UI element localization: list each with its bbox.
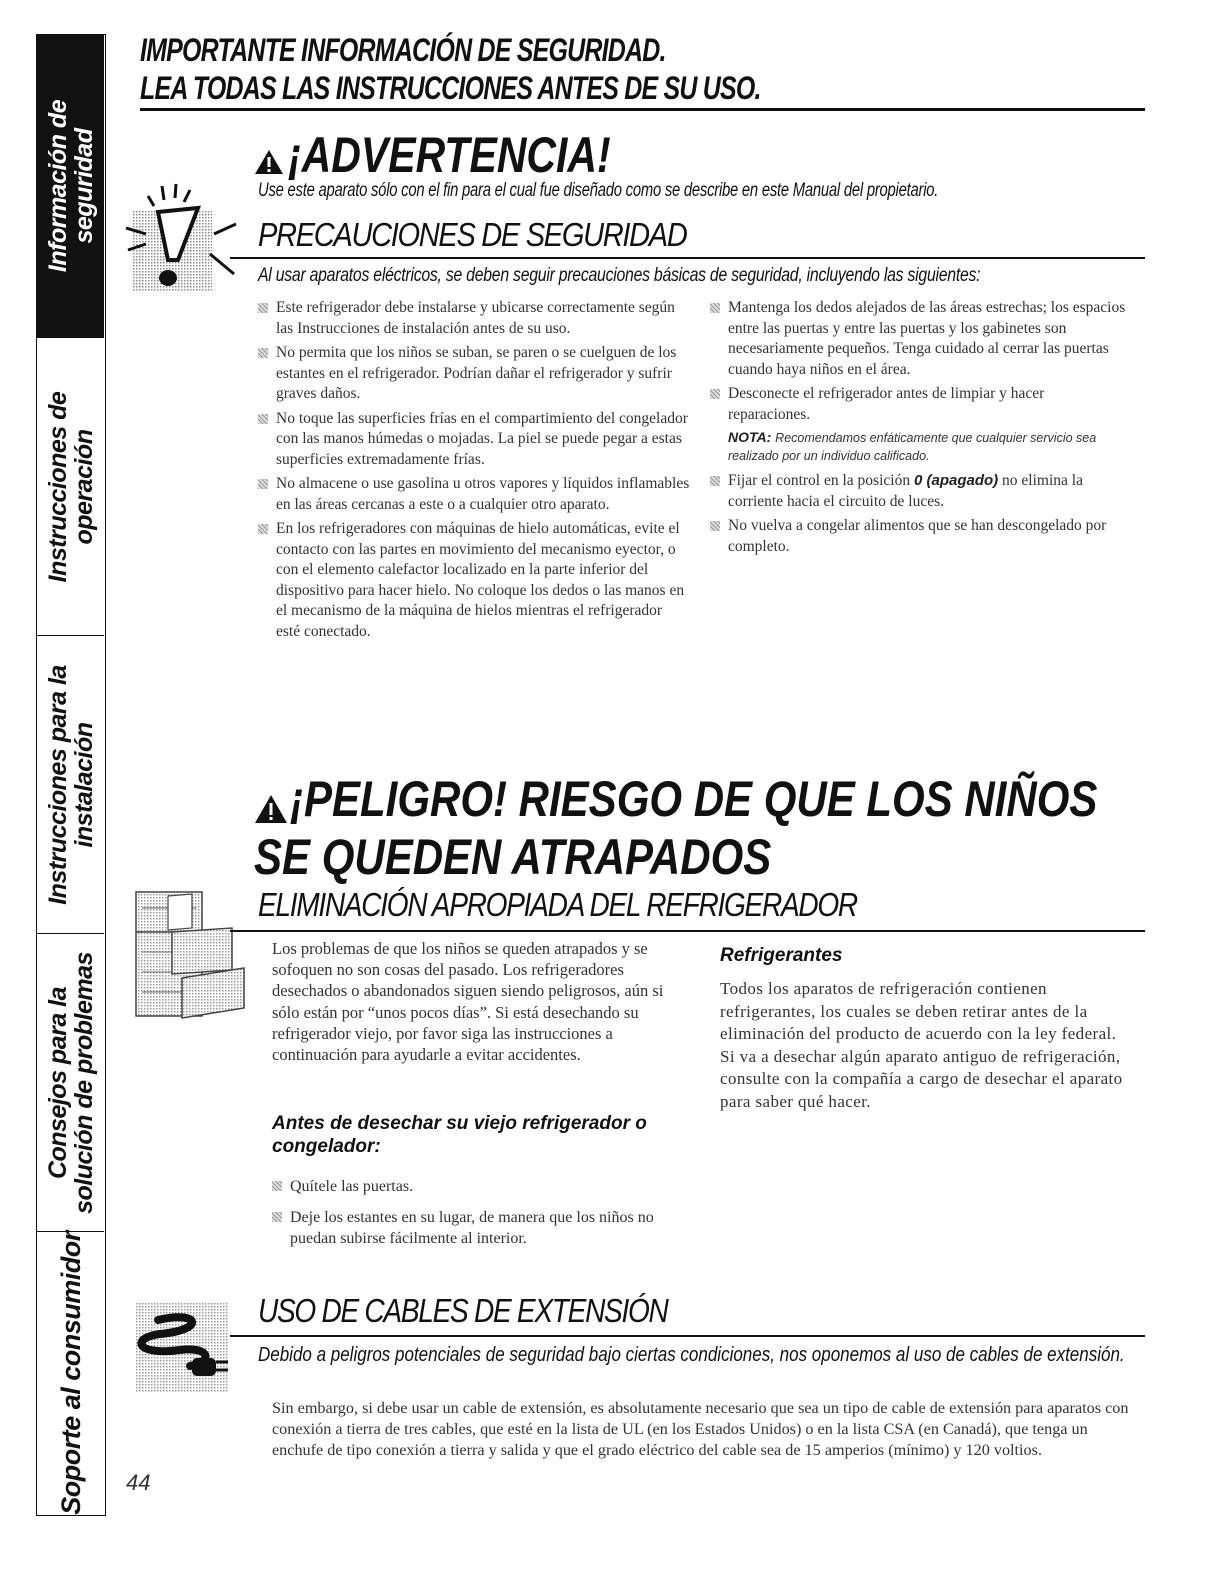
tab-label: Consejos para la solución de problemas (43, 951, 98, 1214)
precautions-title: PRECAUCIONES DE SEGURIDAD (258, 216, 687, 253)
section-sidebar (36, 34, 106, 1516)
list-item: No permita que los niños se suban, se paren o se cuelguen de los estantes en el refrigerador. Podrían dañar el refrigerador y sufrir graves daños. (258, 343, 690, 405)
page-number: 44 (126, 1470, 151, 1495)
list-item: Quítele las puertas. (272, 1176, 692, 1197)
precautions-right-column (710, 298, 1130, 561)
before-disposal-list (272, 1176, 692, 1253)
note-label: NOTA: (728, 429, 772, 445)
note (710, 429, 1130, 465)
precautions-left-column (258, 298, 690, 646)
list-item: Desconecte el refrigerador antes de limpiar y hacer reparaciones. (710, 384, 1130, 425)
list-item: Este refrigerador debe instalarse y ubicarse correctamente según las Instrucciones de instalación antes de su uso. (258, 298, 690, 339)
list-item: Deje los estantes en su lugar, de manera que los niños no puedan subirse fácilmente al interior. (272, 1207, 692, 1249)
disposal-title: ELIMINACIÓN APROPIADA DEL REFRIGERADOR (258, 886, 857, 923)
tab-consejos-problemas[interactable] (37, 934, 104, 1232)
disposal-rule (230, 930, 1145, 932)
extension-paragraph: Sin embargo, si debe usar un cable de extensión, es absolutamente necesario que sea un tipo de cable de extensión para aparatos con conexión a tierra de tres cables, que esté en la lista de UL (en los Estados Unidos) o en la lista CSA (en Canadá), que tenga un enchufe de tipo conexión a tierra y salida y que el grado eléctrico del cable sea de 15 amperios (mínimo) y 120 voltios. (272, 1399, 1129, 1459)
before-disposal-heading: Antes de desechar su viejo refrigerador o congelador: (272, 1113, 647, 1157)
refrigerants-text: Todos los aparatos de refrigeración contienen refrigerantes, los cuales se deben retirar antes de la eliminación del producto de acuerdo con la ley federal. Si va a desechar algún aparato antiguo de refrigeración, consulte con la compañía a cargo de desechar el aparato para saber qué hacer. (720, 979, 1123, 1111)
warning-subtitle: Use este aparato sólo con el fin para el cual fue diseñado como se describe en este Manual del propietario. (258, 180, 939, 201)
refrigerator-illustration (132, 888, 252, 1020)
extension-title: USO DE CABLES DE EXTENSIÓN (258, 1292, 668, 1329)
list-item: No toque las superficies frías en el compartimiento del congelador con las manos húmedas o mojadas. La piel se puede pegar a estas superficies extremadamente frías. (258, 409, 690, 471)
danger-title-line-1: ¡PELIGRO! RIESGO DE QUE LOS NIÑOS (290, 771, 1098, 827)
danger-title-line-2: SE QUEDEN ATRAPADOS (254, 829, 772, 885)
list-item: En los refrigeradores con máquinas de hielo automáticas, evite el contacto con las partes en movimiento del mecanismo eyector, o con el elemento calefactor localizado en la parte inferior del dispositivo para hacer hielo. No coloque los dedos o las manos en el mecanismo de la máquina de hielos mientras el refrigerador esté conectado. (258, 519, 690, 642)
tab-label: Soporte al consumidor (55, 1231, 86, 1515)
precautions-intro: Al usar aparatos eléctricos, se deben seguir precauciones básicas de seguridad, incluyendo las siguientes: (258, 264, 981, 286)
list-item: No vuelva a congelar alimentos que se han descongelado por completo. (710, 516, 1130, 557)
tab-soporte-consumidor[interactable] (37, 1232, 104, 1514)
refrigerants-heading: Refrigerantes (720, 945, 843, 966)
header-rule (140, 108, 1145, 111)
exclamation-alert-icon (118, 178, 238, 298)
warning-triangle-icon (254, 149, 284, 175)
header-line-2: LEA TODAS LAS INSTRUCCIONES ANTES DE SU USO. (140, 70, 761, 106)
tab-label: Información de seguridad (43, 99, 98, 273)
danger-triangle-icon (254, 794, 288, 824)
note-text: Recomendamos enfáticamente que cualquier servicio sea realizado por un individuo calificado. (728, 431, 1097, 463)
warning-title: ¡ADVERTENCIA! (288, 127, 611, 183)
tab-label: Instrucciones para la instalación (43, 664, 98, 905)
tab-informacion-seguridad[interactable] (37, 35, 104, 338)
extension-cord-illustration (130, 1300, 240, 1396)
tab-label: Instrucciones de operación (43, 391, 98, 582)
extension-intro: Debido a peligros potenciales de seguridad bajo ciertas condiciones, nos oponemos al uso de cables de extensión. (258, 1344, 1125, 1366)
list-item: No almacene o use gasolina u otros vapores y líquidos inflamables en las áreas cercanas a este o a cualquier otro aparato. (258, 474, 690, 515)
list-item: Mantenga los dedos alejados de las áreas estrechas; los espacios entre las puertas y entre las puertas y los gabinetes son necesariamente pequeños. Tenga cuidado al cerrar las puertas cuando haya niños en el área. (710, 298, 1130, 380)
tab-instrucciones-operacion[interactable] (37, 338, 104, 636)
tab-instrucciones-instalacion[interactable] (37, 636, 104, 934)
header-line-1: IMPORTANTE INFORMACIÓN DE SEGURIDAD. (140, 32, 666, 68)
extension-rule (230, 1335, 1145, 1337)
disposal-paragraph: Los problemas de que los niños se queden atrapados y se sofoquen no son cosas del pasado. Los refrigeradores desechados o abandonados siguen siendo peligrosos, aún si sólo están por “unos pocos días”. Si está desechando su refrigerador viejo, por favor siga las instrucciones a continuación para ayudarle a evitar accidentes. (272, 939, 664, 1065)
precautions-rule (230, 257, 1145, 259)
list-item: Fijar el control en la posición 0 (apagado) no elimina la corriente hacia el circuito de luces. (710, 471, 1130, 512)
